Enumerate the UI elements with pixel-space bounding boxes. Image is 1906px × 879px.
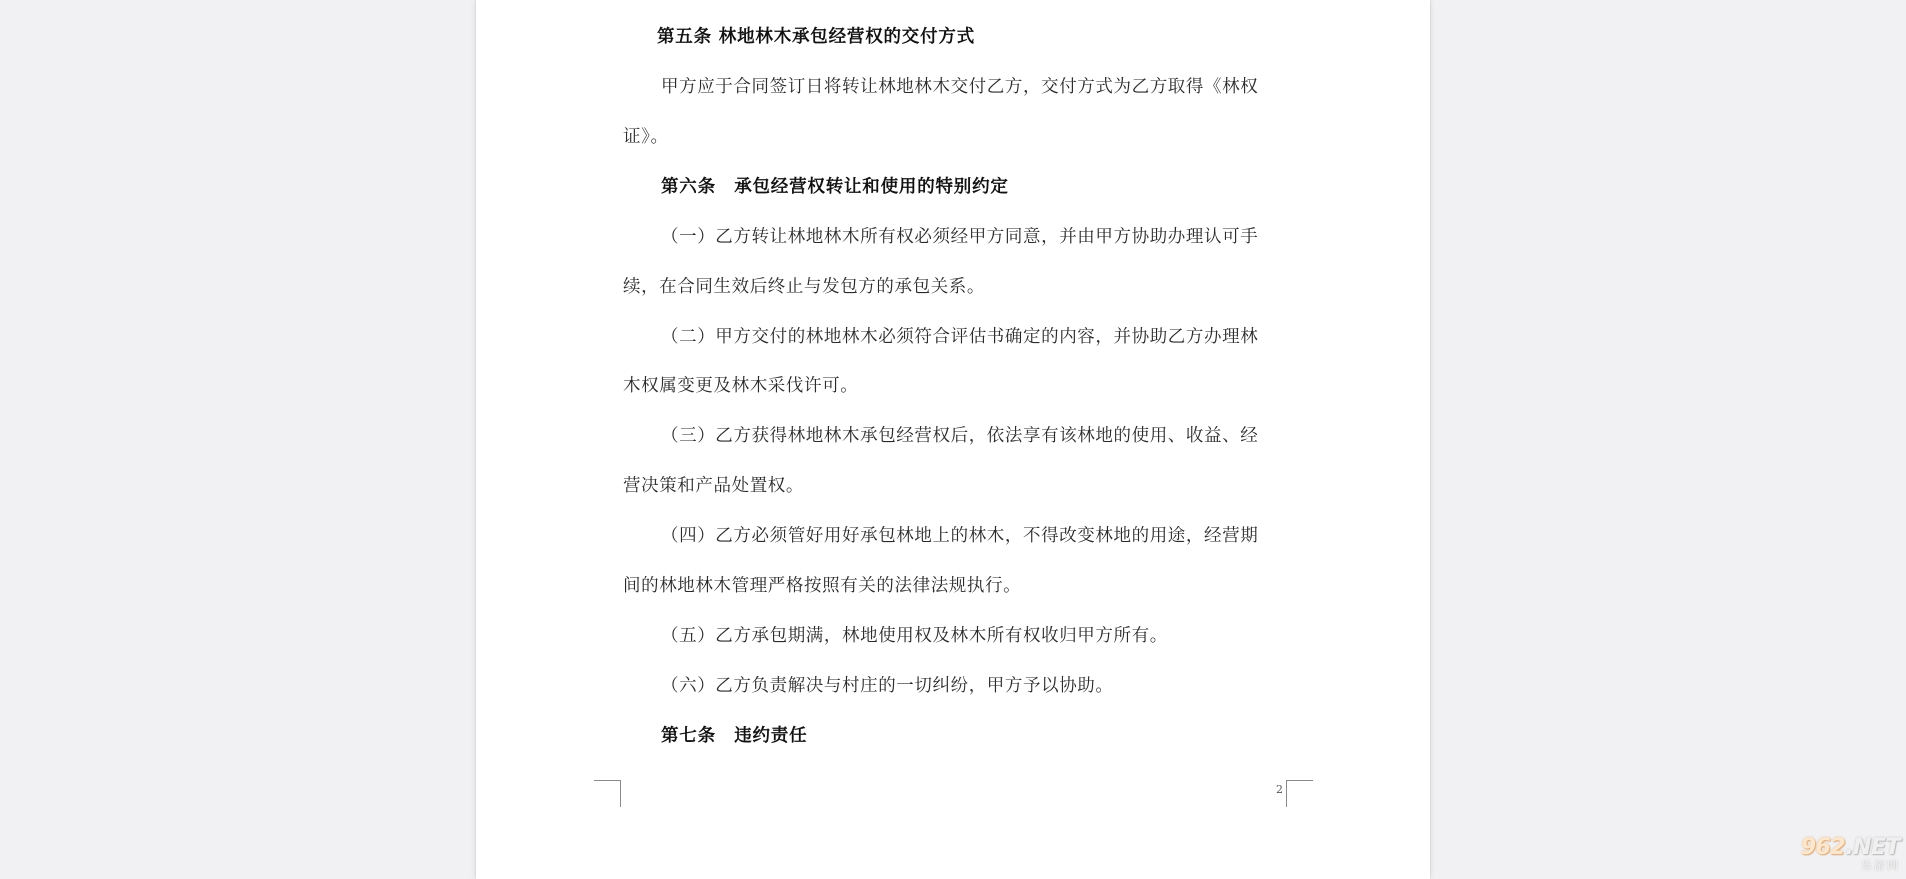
paragraph-line: 营决策和产品处置权。	[623, 476, 804, 496]
site-watermark	[1768, 835, 1900, 873]
margin-corner-mark-right	[1286, 780, 1313, 807]
paragraph-line: （二）甲方交付的林地林木必须符合评估书确定的内容，并协助乙方办理林	[661, 327, 1259, 347]
page-number: 2	[1276, 783, 1283, 796]
article-6-heading: 第六条 承包经营权转让和使用的特别约定	[661, 177, 1009, 197]
paragraph-line: （三）乙方获得林地林木承包经营权后，依法享有该林地的使用、收益、经	[661, 426, 1259, 446]
watermark-logo-number: 962	[1800, 834, 1846, 860]
paragraph-line: 木权属变更及林木采伐许可。	[623, 376, 859, 396]
paragraph-line: 续，在合同生效后终止与发包方的承包关系。	[623, 277, 985, 297]
paragraph-line: （四）乙方必须管好用好承包林地上的林木，不得改变林地的用途，经营期	[661, 526, 1259, 546]
margin-corner-mark-left	[594, 780, 621, 807]
paragraph-line: （六）乙方负责解决与村庄的一切纠纷，甲方予以协助。	[661, 676, 1114, 696]
watermark-logo	[1800, 834, 1900, 860]
watermark-subtitle: 乐游网	[1861, 858, 1900, 872]
paragraph-line: （一）乙方转让林地林木所有权必须经甲方同意，并由甲方协助办理认可手	[661, 227, 1259, 247]
article-7-heading: 第七条 违约责任	[661, 726, 808, 746]
paragraph-line: 证》。	[623, 127, 669, 147]
article-5-heading: 第五条 林地林木承包经营权的交付方式	[657, 27, 975, 47]
paragraph-line: 间的林地林木管理严格按照有关的法律法规执行。	[623, 576, 1022, 596]
watermark-logo-suffix: .NET	[1845, 834, 1900, 860]
paragraph-line: （五）乙方承包期满，林地使用权及林木所有权收归甲方所有。	[661, 626, 1168, 646]
paragraph-line: 甲方应于合同签订日将转让林地林木交付乙方，交付方式为乙方取得《林权	[661, 77, 1259, 97]
